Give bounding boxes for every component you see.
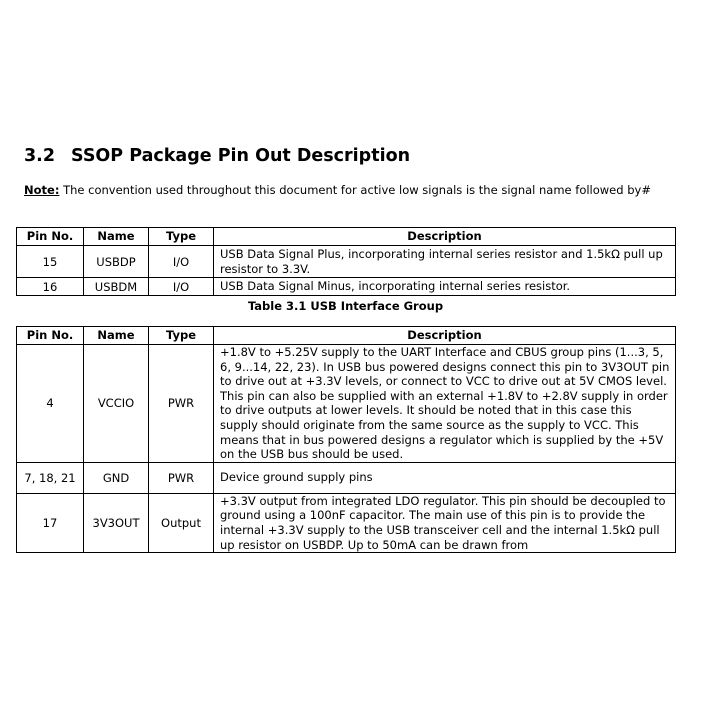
pin-cell: 4 (17, 345, 84, 463)
description-cell: +3.3V output from integrated LDO regulator. This pin should be decoupled to ground using a 100nF capacitor. The main use of this pin is to provide the internal +3.3V supply to the USB transceiver cell and the internal 1.5kΩ pull up resistor on USBDP. Up to 50mA can be drawn from (214, 493, 676, 552)
table-row (17, 345, 676, 463)
header-description: Description (214, 228, 676, 246)
table-row (17, 278, 676, 296)
table-row (17, 493, 676, 552)
section-title: SSOP Package Pin Out Description (71, 146, 411, 166)
note-paragraph (24, 183, 676, 198)
name-cell: USBDM (84, 278, 149, 296)
header-type: Type (149, 228, 214, 246)
name-cell: GND (84, 462, 149, 493)
header-name: Name (84, 228, 149, 246)
header-pin-no: Pin No. (17, 228, 84, 246)
pin-cell: 17 (17, 493, 84, 552)
pin-cell: 15 (17, 246, 84, 278)
pin-cell: 16 (17, 278, 84, 296)
type-cell: PWR (149, 462, 214, 493)
name-cell: VCCIO (84, 345, 149, 463)
name-cell: 3V3OUT (84, 493, 149, 552)
section-number: 3.2 (24, 146, 56, 166)
description-cell: USB Data Signal Minus, incorporating internal series resistor. (214, 278, 676, 296)
type-cell: PWR (149, 345, 214, 463)
type-cell: I/O (149, 246, 214, 278)
pin-cell: 7, 18, 21 (17, 462, 84, 493)
table-header-row (17, 228, 676, 246)
description-cell: USB Data Signal Plus, incorporating internal series resistor and 1.5kΩ pull up resistor to 3.3V. (214, 246, 676, 278)
note-label: Note: (24, 183, 60, 197)
usb-interface-table (16, 227, 676, 296)
note-text: The convention used throughout this document for active low signals is the signal name followed by# (59, 183, 651, 197)
header-type: Type (149, 327, 214, 345)
header-pin-no: Pin No. (17, 327, 84, 345)
type-cell: I/O (149, 278, 214, 296)
header-description: Description (214, 327, 676, 345)
table-caption: Table 3.1 USB Interface Group (247, 299, 444, 313)
table-header-row (17, 327, 676, 345)
description-cell: +1.8V to +5.25V supply to the UART Interface and CBUS group pins (1...3, 5, 6, 9...14, 22, 23). In USB bus powered designs connect this pin to 3V3OUT pin to drive out at +3.3V levels, or connect to VCC to drive out at 5V CMOS level. This pin can also be supplied with an external +1.8V to +2.8V supply in order to drive outputs at lower levels. It should be noted that in this case this supply should originate from the same source as the supply to VCC. This means that in bus powered designs a regulator which is supplied by the +5V on the USB bus should be used. (214, 345, 676, 463)
table-row (17, 462, 676, 493)
section-heading (24, 146, 410, 166)
header-name: Name (84, 327, 149, 345)
type-cell: Output (149, 493, 214, 552)
table-row (17, 246, 676, 278)
power-ground-table (16, 326, 676, 553)
description-cell: Device ground supply pins (214, 462, 676, 493)
name-cell: USBDP (84, 246, 149, 278)
